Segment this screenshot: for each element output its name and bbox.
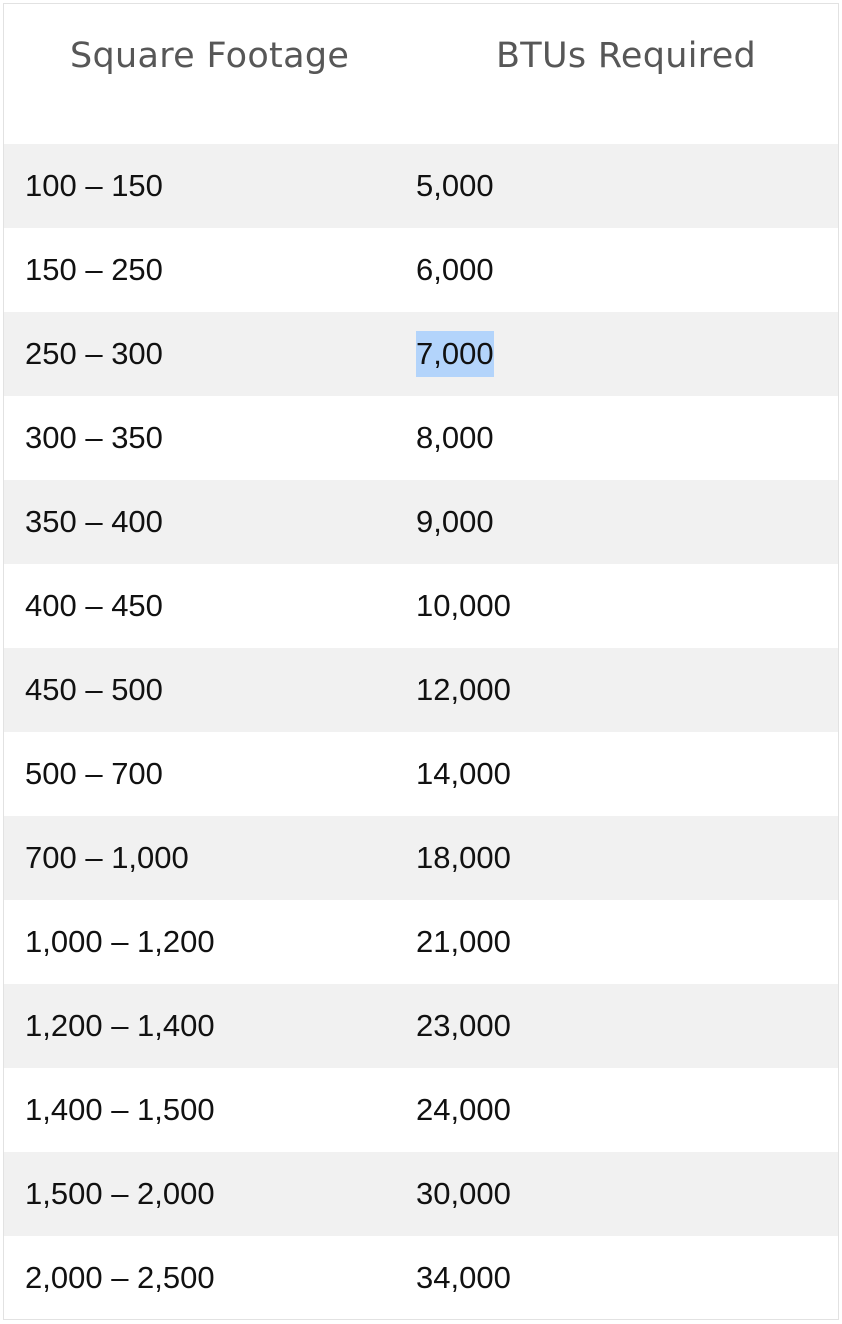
cell-square-footage <box>25 648 163 732</box>
cell-btus-required <box>416 396 494 480</box>
table-row <box>4 228 838 312</box>
table-body <box>4 144 838 1320</box>
cell-square-footage-text: 250 – 300 <box>25 336 163 371</box>
cell-square-footage-text: 100 – 150 <box>25 168 163 203</box>
table-row <box>4 564 838 648</box>
table-row <box>4 816 838 900</box>
cell-btus-required-text: 18,000 <box>416 840 511 875</box>
table-row <box>4 648 838 732</box>
cell-square-footage-text: 450 – 500 <box>25 672 163 707</box>
cell-square-footage <box>25 732 163 816</box>
table-header <box>4 4 838 144</box>
cell-square-footage <box>25 480 163 564</box>
cell-square-footage-text: 2,000 – 2,500 <box>25 1260 215 1295</box>
cell-square-footage-text: 1,500 – 2,000 <box>25 1176 215 1211</box>
cell-btus-required <box>416 1068 511 1152</box>
cell-btus-required <box>416 228 494 312</box>
table-row <box>4 144 838 228</box>
table-row <box>4 1068 838 1152</box>
table-row <box>4 396 838 480</box>
cell-square-footage-text: 1,400 – 1,500 <box>25 1092 215 1127</box>
cell-btus-required-text: 21,000 <box>416 924 511 959</box>
cell-btus-required-text: 6,000 <box>416 252 494 287</box>
cell-square-footage <box>25 1152 215 1236</box>
cell-btus-required-text: 24,000 <box>416 1092 511 1127</box>
cell-square-footage <box>25 564 163 648</box>
cell-btus-required-text: 23,000 <box>416 1008 511 1043</box>
cell-btus-required-text: 10,000 <box>416 588 511 623</box>
table-row <box>4 312 838 396</box>
cell-btus-required <box>416 480 494 564</box>
cell-square-footage <box>25 900 215 984</box>
column-header-btus-required: BTUs Required <box>496 36 757 76</box>
cell-square-footage-text: 350 – 400 <box>25 504 163 539</box>
cell-btus-required-text: 34,000 <box>416 1260 511 1295</box>
table-row <box>4 1152 838 1236</box>
cell-btus-required-text: 8,000 <box>416 420 494 455</box>
selected-text-highlight: 7,000 <box>416 331 494 377</box>
cell-btus-required <box>416 900 511 984</box>
cell-btus-required <box>416 144 494 228</box>
cell-btus-required <box>416 1152 511 1236</box>
table-row <box>4 480 838 564</box>
cell-square-footage <box>25 396 163 480</box>
cell-btus-required-text: 5,000 <box>416 168 494 203</box>
cell-btus-required <box>416 984 511 1068</box>
cell-square-footage-text: 1,000 – 1,200 <box>25 924 215 959</box>
cell-btus-required <box>416 816 511 900</box>
cell-square-footage <box>25 816 189 900</box>
cell-square-footage <box>25 1068 215 1152</box>
btu-table <box>3 3 839 1320</box>
cell-square-footage <box>25 144 163 228</box>
cell-square-footage-text: 700 – 1,000 <box>25 840 189 875</box>
cell-square-footage-text: 300 – 350 <box>25 420 163 455</box>
cell-square-footage <box>25 984 215 1068</box>
cell-btus-required-text: 14,000 <box>416 756 511 791</box>
cell-square-footage <box>25 228 163 312</box>
cell-btus-required <box>416 1236 511 1320</box>
cell-square-footage-text: 500 – 700 <box>25 756 163 791</box>
table-row <box>4 900 838 984</box>
cell-btus-required <box>416 564 511 648</box>
cell-btus-required <box>416 648 511 732</box>
cell-btus-required <box>416 732 511 816</box>
cell-square-footage-text: 1,200 – 1,400 <box>25 1008 215 1043</box>
column-header-square-footage: Square Footage <box>70 36 350 76</box>
table-row <box>4 1236 838 1320</box>
cell-btus-required-text: 12,000 <box>416 672 511 707</box>
cell-btus-required <box>416 312 494 396</box>
cell-btus-required-text: 30,000 <box>416 1176 511 1211</box>
cell-square-footage <box>25 312 163 396</box>
cell-square-footage-text: 150 – 250 <box>25 252 163 287</box>
cell-square-footage-text: 400 – 450 <box>25 588 163 623</box>
table-row <box>4 732 838 816</box>
cell-square-footage <box>25 1236 215 1320</box>
table-row <box>4 984 838 1068</box>
cell-btus-required-text: 9,000 <box>416 504 494 539</box>
